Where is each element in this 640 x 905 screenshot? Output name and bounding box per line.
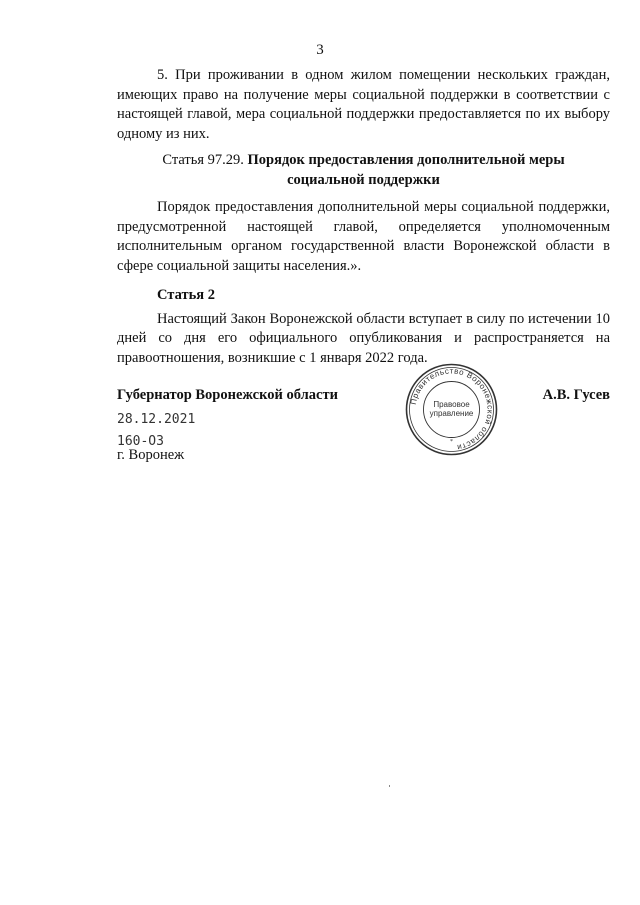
signatory-title: Губернатор Воронежской области: [117, 387, 338, 403]
document-body: [117, 66, 610, 368]
scan-speck: [389, 785, 390, 787]
article-97-29-heading: [117, 151, 610, 190]
paragraph-5: 5. При проживании в одном жилом помещении нескольких граждан, имеющих право на получение меры социальной поддержки в соответствии с настоящей главой, мера социальной поддержки предоставляется по их выбору одному из них.: [117, 67, 610, 142]
article-2-text: Настоящий Закон Воронежской области вступает в силу по истечении 10 дней со дня его официального опубликования и распространяется на правоотношения, возникшие с 1 января 2022 года.: [117, 310, 610, 366]
law-number: 160-ОЗ: [117, 434, 164, 449]
signing-city: г. Воронеж: [117, 447, 185, 463]
signing-date: 28.12.2021: [117, 412, 196, 427]
article-97-29-text: Порядок предоставления дополнительной меры социальной поддержки, предусмотренной настоящей главой, определяется уполномоченным исполнительным органом государственной власти Воронежской области в сфере социальной защиты населения.».: [117, 199, 610, 274]
page-number: 3: [316, 42, 324, 58]
article-97-29-prefix: Статья 97.29.: [162, 152, 244, 168]
stamp-center-line2: управление: [429, 409, 474, 418]
article-2-heading: Статья 2: [157, 287, 215, 303]
signatory-name: А.В. Гусев: [542, 387, 610, 403]
stamp-star: *: [450, 439, 453, 445]
official-stamp: [404, 362, 499, 457]
article-97-29-title-line2: социальной поддержки: [287, 171, 440, 188]
stamp-center-line1: Правовое: [433, 400, 470, 409]
stamp-ring-text: Правительство Воронежской области: [408, 366, 495, 453]
article-97-29-title-line1: Порядок предоставления дополнительной меры: [247, 152, 565, 168]
